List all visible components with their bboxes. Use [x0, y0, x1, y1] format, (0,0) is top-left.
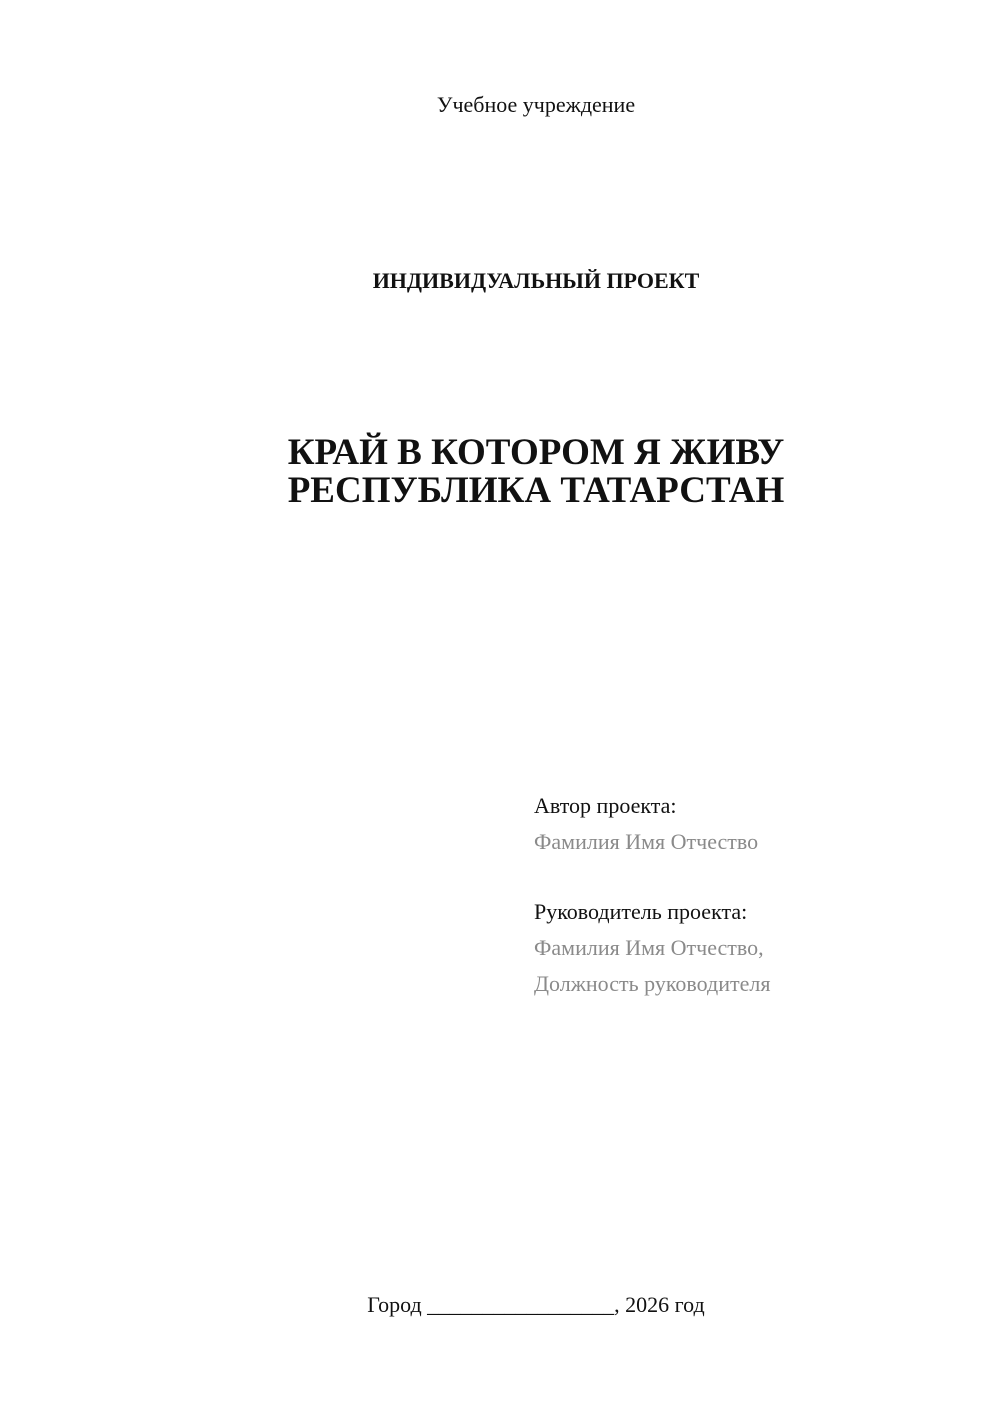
credits-block: [534, 788, 974, 1002]
supervisor-label: Руководитель проекта:: [534, 899, 748, 924]
supervisor-position: Должность руководителя: [534, 971, 771, 996]
institution-name: Учебное учреждение: [436, 92, 636, 117]
document-type: ИНДИВИДУАЛЬНЫЙ ПРОЕКТ: [372, 268, 700, 293]
project-title: [0, 434, 1000, 510]
city-year-line: Город _________________, 2026 год: [367, 1292, 705, 1317]
supervisor-name: Фамилия Имя Отчество,: [534, 935, 764, 960]
author-name: Фамилия Имя Отчество: [534, 829, 759, 854]
author-label: Автор проекта:: [534, 793, 677, 818]
project-title-line-2: РЕСПУБЛИКА ТАТАРСТАН: [287, 470, 785, 511]
credits-spacer: [534, 860, 974, 894]
project-title-line-1: КРАЙ В КОТОРОМ Я ЖИВУ: [287, 432, 785, 473]
